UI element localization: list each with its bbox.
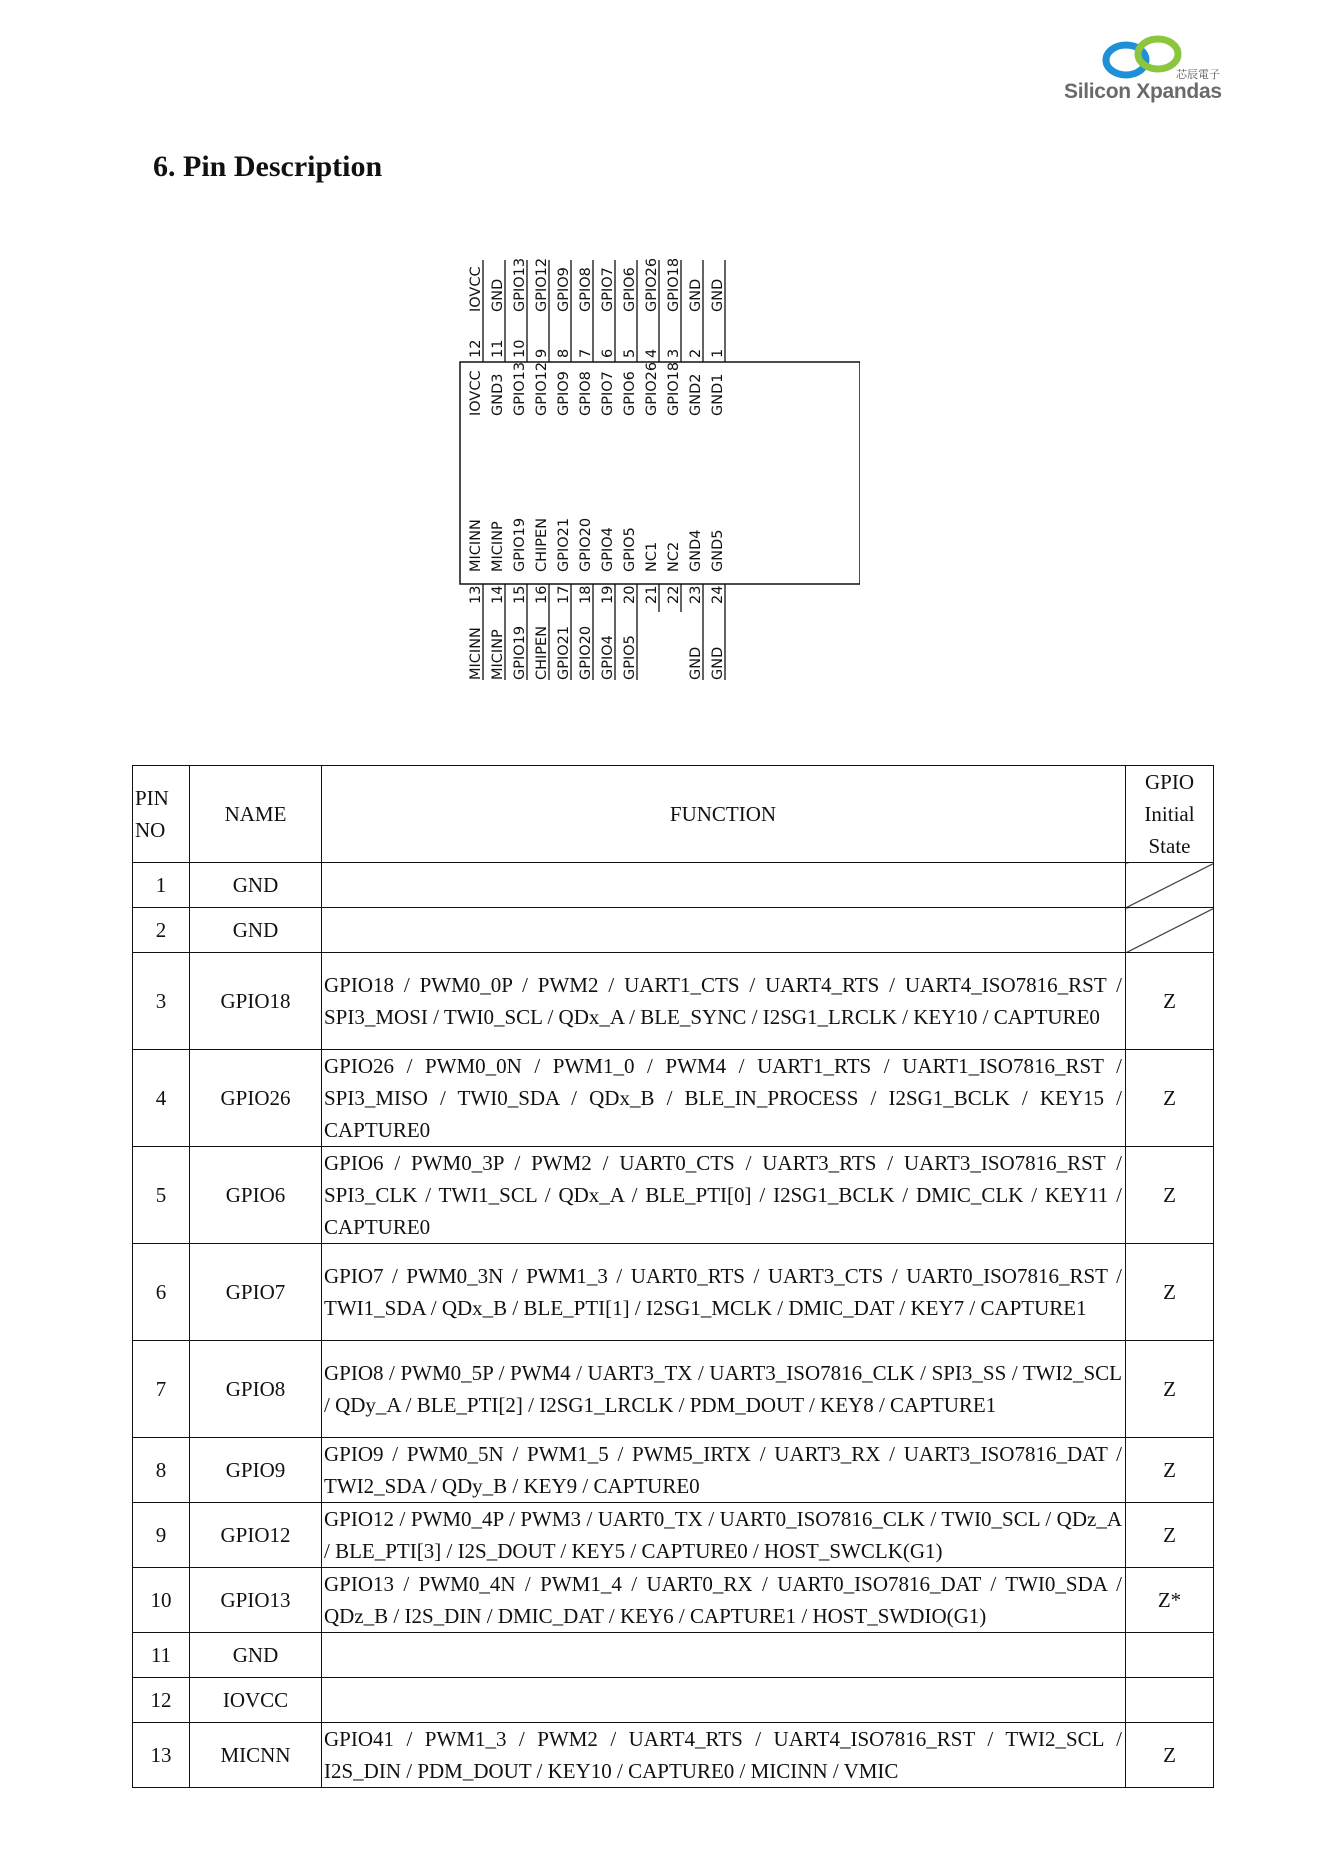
pin-name-cell: GPIO18 bbox=[190, 953, 322, 1050]
pin-state-cell: Z bbox=[1126, 1503, 1214, 1568]
pin-number: 5 bbox=[622, 348, 638, 358]
pin-outer-label: GPIO12 bbox=[534, 257, 550, 312]
pin-name-cell: GPIO7 bbox=[190, 1244, 322, 1341]
pin-number-cell: 6 bbox=[133, 1244, 190, 1341]
pin-outer-label: CHIPEN bbox=[534, 625, 550, 680]
pin-function-cell: GPIO26 / PWM0_0N / PWM1_0 / PWM4 / UART1_RTS / UART1_ISO7816_RST / SPI3_MISO / TWI0_SDA / QDx_B / BLE_IN_PROCESS / I2SG1_BCLK / KEY15 / CAPTURE0 bbox=[322, 1050, 1126, 1147]
table-row bbox=[133, 1050, 1214, 1147]
pin-outer-label: GPIO4 bbox=[600, 635, 616, 680]
pin-function-cell bbox=[322, 1678, 1126, 1723]
pin-number-cell: 3 bbox=[133, 953, 190, 1050]
pin-number: 18 bbox=[578, 585, 594, 604]
table-row bbox=[133, 953, 1214, 1050]
pin-function-cell: GPIO9 / PWM0_5N / PWM1_5 / PWM5_IRTX / UART3_RX / UART3_ISO7816_DAT / TWI2_SDA / QDy_B / KEY9 / CAPTURE0 bbox=[322, 1438, 1126, 1503]
pin-inner-label: IOVCC bbox=[468, 370, 484, 416]
table-row bbox=[133, 1341, 1214, 1438]
pin-inner-label: NC2 bbox=[666, 541, 682, 572]
pin-name-cell: GPIO9 bbox=[190, 1438, 322, 1503]
pin-inner-label: GPIO20 bbox=[578, 517, 594, 572]
pin-state-cell: Z bbox=[1126, 1147, 1214, 1244]
logo-chinese-text: 芯辰電子 bbox=[1176, 68, 1220, 81]
table-row bbox=[133, 1503, 1214, 1568]
table-header-row bbox=[133, 766, 1214, 863]
pin-inner-label: GND4 bbox=[688, 529, 704, 572]
pin-function-cell: GPIO7 / PWM0_3N / PWM1_3 / UART0_RTS / UART3_CTS / UART0_ISO7816_RST / TWI1_SDA / QDx_B / BLE_PTI[1] / I2SG1_MCLK / DMIC_DAT / KEY7 / CAPTURE1 bbox=[322, 1244, 1126, 1341]
pin-outer-label: GPIO19 bbox=[512, 625, 528, 680]
pin-number-cell: 4 bbox=[133, 1050, 190, 1147]
pin-number: 23 bbox=[688, 585, 704, 604]
pin-number: 4 bbox=[644, 348, 660, 358]
pin-state-cell bbox=[1126, 1633, 1214, 1678]
pin-number: 19 bbox=[600, 585, 616, 604]
pin-inner-label: MICINN bbox=[468, 519, 484, 572]
pin-function-cell: GPIO12 / PWM0_4P / PWM3 / UART0_TX / UART0_ISO7816_CLK / TWI0_SCL / QDz_A / BLE_PTI[3] / I2S_DOUT / KEY5 / CAPTURE0 / HOST_SWCLK(G1) bbox=[322, 1503, 1126, 1568]
pin-name-cell: MICNN bbox=[190, 1723, 322, 1788]
pin-name-cell: IOVCC bbox=[190, 1678, 322, 1723]
pin-outer-label: MICINN bbox=[468, 627, 484, 680]
pin-function-cell bbox=[322, 1633, 1126, 1678]
pin-outer-label: GND bbox=[688, 278, 704, 312]
pin-outer-label: GND bbox=[688, 646, 704, 680]
pin-outer-label: GND bbox=[710, 278, 726, 312]
pin-outer-label: GPIO5 bbox=[622, 635, 638, 680]
pin-state-cell: Z bbox=[1126, 1438, 1214, 1503]
pin-number: 21 bbox=[644, 585, 660, 604]
header-pin-line1: PIN bbox=[135, 786, 169, 810]
pin-state-cell: Z bbox=[1126, 953, 1214, 1050]
pin-number-cell: 9 bbox=[133, 1503, 190, 1568]
pin-number: 11 bbox=[490, 339, 506, 358]
section-title: 6. Pin Description bbox=[153, 150, 383, 183]
pin-function-cell: GPIO13 / PWM0_4N / PWM1_4 / UART0_RX / UART0_ISO7816_DAT / TWI0_SDA / QDz_B / I2S_DIN / DMIC_DAT / KEY6 / CAPTURE1 / HOST_SWDIO(G1) bbox=[322, 1568, 1126, 1633]
pin-number-cell: 13 bbox=[133, 1723, 190, 1788]
pin-state-cell bbox=[1126, 863, 1214, 908]
pin-number: 9 bbox=[534, 348, 550, 358]
pin-function-cell bbox=[322, 908, 1126, 953]
pin-inner-label: GPIO26 bbox=[644, 361, 660, 416]
table-row bbox=[133, 1633, 1214, 1678]
table-row bbox=[133, 1678, 1214, 1723]
pin-function-cell bbox=[322, 863, 1126, 908]
pin-outer-label: GND bbox=[490, 278, 506, 312]
header-state-line1: GPIO bbox=[1144, 770, 1194, 794]
pin-outer-label: GPIO26 bbox=[644, 257, 660, 312]
pin-number-cell: 11 bbox=[133, 1633, 190, 1678]
header-function: FUNCTION bbox=[322, 766, 1126, 863]
pin-outer-label: GND bbox=[710, 646, 726, 680]
pin-outer-label: GPIO9 bbox=[556, 267, 572, 312]
pin-number-cell: 10 bbox=[133, 1568, 190, 1633]
pin-number: 3 bbox=[666, 348, 682, 358]
pin-number: 1 bbox=[710, 348, 726, 358]
table-row bbox=[133, 1568, 1214, 1633]
pin-outer-label: GPIO18 bbox=[666, 257, 682, 312]
header-state bbox=[1126, 766, 1214, 863]
pin-inner-label: MICINP bbox=[490, 521, 506, 572]
pin-outer-label: IOVCC bbox=[468, 266, 484, 312]
logo-brand-text: Silicon Xpandas bbox=[1064, 80, 1222, 103]
pin-state-cell bbox=[1126, 908, 1214, 953]
pin-inner-label: GPIO6 bbox=[622, 371, 638, 416]
pin-name-cell: GPIO12 bbox=[190, 1503, 322, 1568]
pin-diagram bbox=[440, 240, 860, 695]
pin-state-cell: Z bbox=[1126, 1244, 1214, 1341]
pin-number: 16 bbox=[534, 585, 550, 604]
pin-number-cell: 12 bbox=[133, 1678, 190, 1723]
pin-outer-label: GPIO7 bbox=[600, 267, 616, 312]
pin-number: 2 bbox=[688, 348, 704, 358]
pin-name-cell: GPIO13 bbox=[190, 1568, 322, 1633]
pin-number: 24 bbox=[710, 585, 726, 604]
header-pin-no bbox=[133, 766, 190, 863]
pin-number: 10 bbox=[512, 339, 528, 358]
table-row bbox=[133, 1438, 1214, 1503]
pin-number: 12 bbox=[468, 339, 484, 358]
pin-inner-label: NC1 bbox=[644, 541, 660, 572]
pin-inner-label: GPIO9 bbox=[556, 371, 572, 416]
pin-outer-label: GPIO21 bbox=[556, 625, 572, 680]
pin-name-cell: GPIO6 bbox=[190, 1147, 322, 1244]
pin-state-cell bbox=[1126, 1678, 1214, 1723]
pin-name-cell: GND bbox=[190, 1633, 322, 1678]
pin-outer-label: GPIO13 bbox=[512, 257, 528, 312]
pin-state-cell: Z bbox=[1126, 1723, 1214, 1788]
pin-name-cell: GPIO26 bbox=[190, 1050, 322, 1147]
pin-outer-label: GPIO6 bbox=[622, 267, 638, 312]
pin-outer-label: GPIO8 bbox=[578, 267, 594, 312]
pin-number: 14 bbox=[490, 585, 506, 604]
header-pin-line2: NO bbox=[135, 818, 166, 842]
pin-state-cell: Z bbox=[1126, 1050, 1214, 1147]
pin-inner-label: GND2 bbox=[688, 373, 704, 416]
pin-number: 20 bbox=[622, 585, 638, 604]
pin-outer-label: GPIO20 bbox=[578, 625, 594, 680]
pin-diagram-svg bbox=[440, 240, 860, 690]
pin-function-cell: GPIO6 / PWM0_3P / PWM2 / UART0_CTS / UART3_RTS / UART3_ISO7816_RST / SPI3_CLK / TWI1_SCL / QDx_A / BLE_PTI[0] / I2SG1_BCLK / DMIC_CLK / KEY11 / CAPTURE0 bbox=[322, 1147, 1126, 1244]
pin-number-cell: 7 bbox=[133, 1341, 190, 1438]
table-row bbox=[133, 1723, 1214, 1788]
pin-function-cell: GPIO8 / PWM0_5P / PWM4 / UART3_TX / UART3_ISO7816_CLK / SPI3_SS / TWI2_SCL / QDy_A / BLE_PTI[2] / I2SG1_LRCLK / PDM_DOUT / KEY8 / CAPTURE1 bbox=[322, 1341, 1126, 1438]
pin-number: 6 bbox=[600, 348, 616, 358]
header-state-line3: State bbox=[1148, 834, 1191, 858]
pin-name-cell: GPIO8 bbox=[190, 1341, 322, 1438]
pin-name-cell: GND bbox=[190, 908, 322, 953]
pin-number-cell: 1 bbox=[133, 863, 190, 908]
table-row bbox=[133, 1147, 1214, 1244]
pin-number: 8 bbox=[556, 348, 572, 358]
pin-number: 13 bbox=[468, 585, 484, 604]
pin-inner-label: GPIO12 bbox=[534, 361, 550, 416]
pin-number: 17 bbox=[556, 585, 572, 604]
pin-inner-label: GND1 bbox=[710, 373, 726, 416]
table-row bbox=[133, 863, 1214, 908]
pin-function-cell: GPIO41 / PWM1_3 / PWM2 / UART4_RTS / UART4_ISO7816_RST / TWI2_SCL / I2S_DIN / PDM_DOUT / KEY10 / CAPTURE0 / MICINN / VMIC bbox=[322, 1723, 1126, 1788]
pin-state-cell: Z* bbox=[1126, 1568, 1214, 1633]
pin-inner-label: GPIO13 bbox=[512, 361, 528, 416]
pin-inner-label: GND3 bbox=[490, 373, 506, 416]
pin-inner-label: GPIO5 bbox=[622, 527, 638, 572]
pin-number-cell: 8 bbox=[133, 1438, 190, 1503]
pin-inner-label: GND5 bbox=[710, 529, 726, 572]
table-row bbox=[133, 908, 1214, 953]
pin-number-cell: 5 bbox=[133, 1147, 190, 1244]
company-logo bbox=[1062, 30, 1242, 110]
table-row bbox=[133, 1244, 1214, 1341]
pin-function-cell: GPIO18 / PWM0_0P / PWM2 / UART1_CTS / UART4_RTS / UART4_ISO7816_RST / SPI3_MOSI / TWI0_SCL / QDx_A / BLE_SYNC / I2SG1_LRCLK / KEY10 / CAPTURE0 bbox=[322, 953, 1126, 1050]
pin-table bbox=[132, 765, 1214, 1788]
pin-inner-label: GPIO18 bbox=[666, 361, 682, 416]
pin-inner-label: GPIO19 bbox=[512, 517, 528, 572]
pin-inner-label: GPIO8 bbox=[578, 371, 594, 416]
pin-number: 15 bbox=[512, 585, 528, 604]
pin-inner-label: GPIO4 bbox=[600, 527, 616, 572]
pin-number: 7 bbox=[578, 348, 594, 358]
pin-outer-label: MICINP bbox=[490, 629, 506, 680]
pin-inner-label: CHIPEN bbox=[534, 517, 550, 572]
header-name: NAME bbox=[190, 766, 322, 863]
header-state-line2: Initial bbox=[1144, 802, 1195, 826]
pin-inner-label: GPIO7 bbox=[600, 371, 616, 416]
pin-number-cell: 2 bbox=[133, 908, 190, 953]
pin-state-cell: Z bbox=[1126, 1341, 1214, 1438]
pin-number: 22 bbox=[666, 585, 682, 604]
pin-name-cell: GND bbox=[190, 863, 322, 908]
pin-inner-label: GPIO21 bbox=[556, 517, 572, 572]
